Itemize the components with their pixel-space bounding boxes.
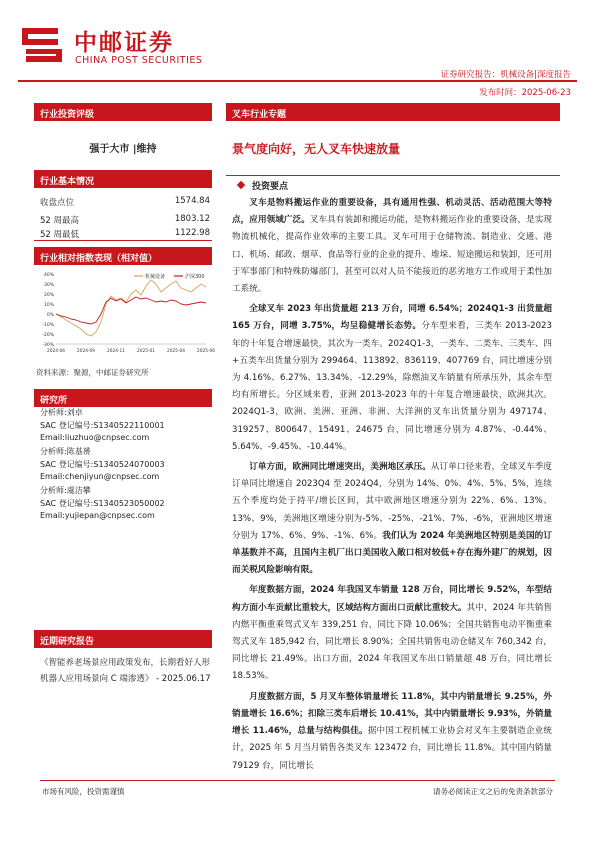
x-tick-label: 2025-04 — [167, 349, 185, 354]
analyst-sac: SAC 登记编号:S1340522110001 — [40, 421, 165, 430]
recent-reports-title: 近期研究报告 — [34, 630, 212, 648]
series-line — [56, 297, 206, 324]
disclaimer-note: 请务必阅读正文之后的免责条款部分 — [433, 787, 553, 796]
y-tick-label: 30% — [43, 283, 54, 288]
y-axis — [42, 272, 54, 348]
rating-section-title: 行业投资评级 — [34, 103, 212, 121]
report-title: 景气度向好，无人叉车快速放量 — [232, 142, 401, 156]
analyst-email[interactable]: Email:yujiepan@cnpsec.com — [40, 511, 155, 520]
chart-legend — [134, 273, 205, 280]
key-points-heading: 投资要点 — [238, 179, 288, 192]
series-line — [56, 280, 206, 336]
report-body — [232, 195, 552, 775]
basics-row — [40, 196, 210, 208]
basics-row — [40, 228, 210, 240]
basics-section-title: 行业基本情况 — [34, 170, 212, 188]
analyst-sac: SAC 登记编号:S1340524070003 — [40, 460, 165, 469]
legend-label: 机械设备 — [145, 274, 166, 280]
company-logo-mark-icon — [18, 22, 66, 68]
analyst-name: 分析师:刘卓 — [40, 408, 83, 417]
x-tick-label: 2025-06 — [197, 349, 215, 354]
recent-report-link[interactable]: 《智能养老场景应用政策发布，长期看好人形机器人应用场景向 C 端渗透》 - 2025.06.17 — [40, 658, 211, 684]
key-points-divider — [226, 175, 560, 176]
x-tick-label: 2025-01 — [137, 349, 155, 354]
publish-date: 发布时间：2025-06-23 — [479, 88, 571, 98]
paragraph: 月度数据方面，5 月叉车整体销量增长 11.8%，其中内销量增长 9.25%，外销量增长 16.6%；扣除三类车后增长 10.41%，其中内销量增长 9.93%，外销量增长 11.46%，总量与结构俱佳。据中国工程机械工业协会对叉车主要制造企业统计，2025 年 5 月当月销售各类叉车 123472 台，同比增长 11.8%。其中国内销量 79129 台，同比增长 — [232, 691, 552, 771]
y-tick-label: 20% — [43, 293, 54, 298]
analyst-name: 分析师:陈基赟 — [40, 447, 91, 456]
basics-row — [40, 214, 210, 226]
y-tick-label: 10% — [43, 303, 54, 308]
basics-label: 52 周最高 — [40, 216, 80, 226]
relative-index-chart — [34, 270, 215, 358]
research-section-title: 研究所 — [34, 389, 212, 407]
y-tick-label: 40% — [43, 273, 54, 278]
risk-warning: 市场有风险，投资需谨慎 — [42, 787, 125, 796]
company-logo — [18, 20, 228, 72]
y-tick-label: -10% — [42, 323, 54, 328]
y-tick-label: 0% — [46, 313, 54, 318]
basics-label: 52 周最低 — [40, 230, 80, 240]
y-tick-label: -20% — [42, 333, 54, 338]
paragraph: 全球叉车 2023 年出货量超 213 万台，同增 6.54%；2024Q1-3 出货量超 165 万台，同增 3.75%，均呈稳健增长态势。分车型来看，三类车 2013-2023 年的十年复合增速最快，其次为一类车。2024Q1-3，一类车、二类车、三类车、四+五类车出货量分别为 299464、113892、836119、407769 台，同比增速分别为 4.16%、6.27%、13.34%、-12.29%，除燃油叉车销量有所承压外，其余车型均有所增长。分区域来看，亚洲 2013-2023 年的十年复合增速最快，欧洲其次。2024Q1-3，欧洲、美洲、亚洲、非洲、大洋洲的叉车出货量分别为 497174、319257、800647、15491、24675 台，同比增速分别为 4.87%、-0.44%、5.64%、-9.45%、-10.44%。 — [232, 304, 552, 452]
basics-value: 1803.12 — [174, 214, 210, 224]
paragraph: 叉车是物料搬运作业的重要设备，具有通用性强、机动灵活、活动范围大等特点，应用领域广泛。叉车具有装卸和搬运功能，是物料搬运作业的重要设备，是实现物流机械化，提高作业效率的主要工具。叉车可用于仓储物流、制造业、交通、港口、机场、邮政、烟草、食品等行业的企业的提升、堆垛、短途搬运和装卸，还可用于军事部门和特殊防爆部门，甚至可以对人员不能接近的恶劣地方工作或用于柔性加工系统。 — [232, 198, 552, 295]
paragraph: 订单方面，欧洲同比增速突出，美洲地区承压。从订单口径来看，全球叉车季度订单同比增速自 2023Q4 至 2024Q4，分别为 14%、0%、4%、5%、5%，连续五个季度均处于持平/增长区间，其中欧洲地区增速分别为 22%、6%、13%、13%、9%，美洲地区增速分别为-5%、-25%、-21%、7%、-6%，亚洲地区增速分别为 17%、6%、9%、-1%、6%。我们认为 2024 年美洲地区特别是美国的订单基数并不高，且国内主机厂出口美国收入敞口相对较低+存在海外建厂的规划，因而关税风险影响有限。 — [232, 462, 553, 576]
header-divider — [18, 80, 577, 82]
data-source: 资料来源：聚源，中邮证券研究所 — [36, 368, 149, 377]
report-type: 证券研究报告：机械设备|深度报告 — [440, 70, 571, 80]
x-tick-label: 2024-06 — [47, 349, 65, 354]
paragraph: 年度数据方面，2024 年我国叉车销量 128 万台，同比增长 9.52%，车型结构方面小车贡献比重较大，区域结构方面出口贡献比重较大。其中，2024 年共销售内燃平衡重乘驾式叉车 339,251 台，同比下降 10.06%；全国共销售电动平衡重乘驾式叉车 185,942 台，同比增长 8.90%；全国共销售电动仓储叉车 760,342 台，同比增长 21.49%。出口方面，2024 年我国叉车出口销量超 48 万台，同比增长 18.53%。 — [232, 585, 552, 682]
footer-divider — [40, 780, 555, 781]
analyst-name: 分析师:虞洁攀 — [40, 486, 91, 495]
x-axis — [47, 344, 215, 354]
logo-chinese-name: 中邮证券 — [74, 30, 174, 56]
basics-label: 收盘点位 — [40, 198, 75, 208]
x-tick-label: 2024-09 — [77, 349, 95, 354]
basics-value: 1122.98 — [174, 228, 210, 238]
logo-english-name: CHINA POST SECURITIES — [75, 55, 203, 66]
chart-section-title: 行业相对指数表现（相对值） — [34, 247, 212, 265]
basics-value: 1574.84 — [174, 196, 210, 206]
x-tick-label: 2024-11 — [107, 349, 125, 354]
diamond-bullet-icon — [237, 181, 245, 189]
analyst-sac: SAC 登记编号:S1340523050002 — [40, 499, 165, 508]
topic-tag: 叉车行业专题 — [226, 103, 560, 121]
industry-rating: 强于大市 |维持 — [89, 144, 157, 155]
analyst-email[interactable]: Email:chenjiyun@cnpsec.com — [40, 472, 160, 481]
legend-label: 沪深300 — [185, 274, 205, 280]
analyst-email[interactable]: Email:liuzhuo@cnpsec.com — [40, 433, 150, 442]
basics-divider — [34, 240, 212, 241]
y-tick-label: -30% — [42, 343, 54, 348]
series-lines — [56, 280, 206, 336]
